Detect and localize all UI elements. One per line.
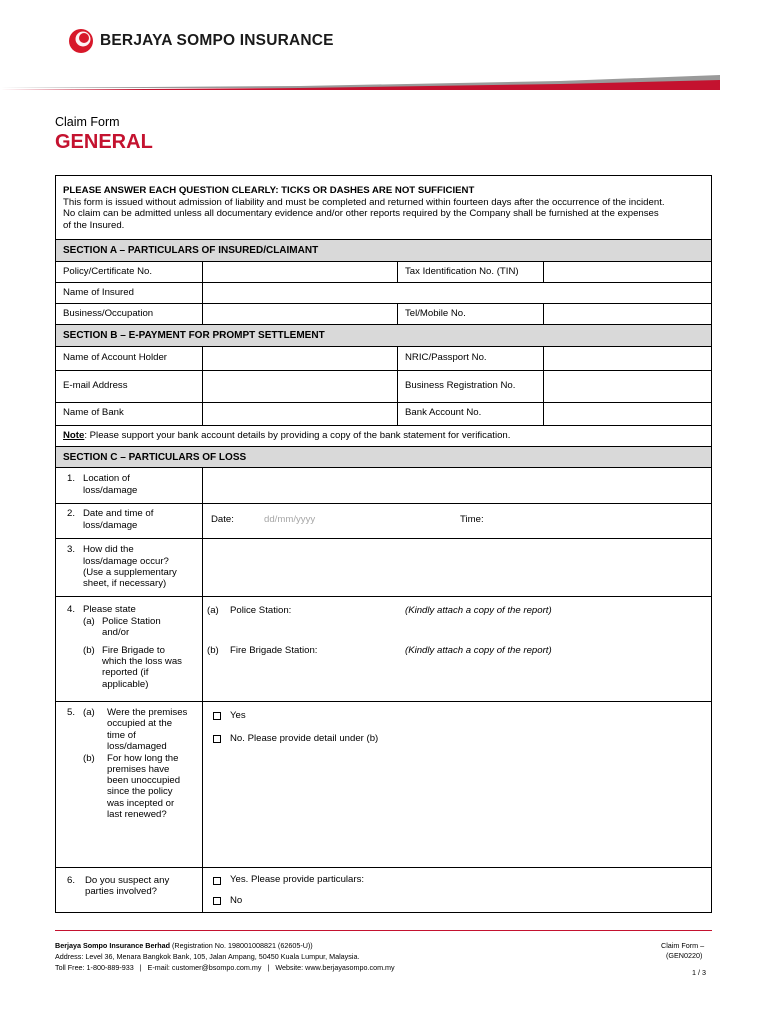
q1-line-1: Location of: [83, 473, 130, 484]
account-no-label: Bank Account No.: [405, 407, 482, 418]
header-swoosh: [0, 72, 768, 92]
q4-a-line-1: Police Station: [102, 616, 161, 627]
q5-b-line-2: premises have: [107, 764, 170, 775]
footer-company-line: [55, 941, 313, 951]
q3-number: 3.: [67, 544, 76, 555]
q4-fire-note: (Kindly attach a copy of the report): [405, 645, 552, 656]
q5-a-line-3: time of: [107, 730, 136, 741]
q6-number: 6.: [67, 875, 76, 886]
business-field[interactable]: [203, 304, 396, 324]
account-no-field[interactable]: [544, 403, 711, 425]
q5-yes-checkbox[interactable]: [213, 712, 221, 720]
q3-line-1: How did the: [83, 544, 134, 555]
account-holder-field[interactable]: [203, 347, 396, 370]
q5-b-line-6: last renewed?: [107, 809, 167, 820]
q4-ans-a-mark: (a): [207, 605, 219, 616]
section-c-title: SECTION C – PARTICULARS OF LOSS: [63, 451, 247, 463]
q2-time-label: Time:: [460, 514, 484, 525]
account-holder-label: Name of Account Holder: [63, 352, 167, 363]
q6-particulars-field[interactable]: [381, 870, 701, 888]
logo-mark-icon: [68, 28, 94, 54]
q4-police-station-label: Police Station:: [230, 605, 292, 616]
q2-line-1: Date and time of: [83, 508, 154, 519]
q5-b-line-3: been unoccupied: [107, 775, 181, 786]
name-insured-label: Name of Insured: [63, 287, 134, 298]
intro-heading: PLEASE ANSWER EACH QUESTION CLEARLY: TICKS OR DASHES ARE NOT SUFFICIENT: [63, 185, 475, 196]
company-name: BERJAYA SOMPO INSURANCE: [100, 32, 334, 49]
q4-ans-b-mark: (b): [207, 645, 219, 656]
q5-number: 5.: [67, 707, 76, 718]
bank-label: Name of Bank: [63, 407, 124, 418]
note-label: Note: [63, 430, 85, 441]
q2-date-input[interactable]: dd/mm/yyyy: [264, 514, 316, 525]
footer-page: 1 / 3: [692, 968, 706, 977]
q4-a-mark: (a): [83, 616, 95, 627]
q4-a-line-2: and/or: [102, 627, 130, 638]
q6-no-label: No: [230, 895, 243, 906]
q4-b-line-2: which the loss was: [102, 656, 182, 667]
q4-number: 4.: [67, 604, 76, 615]
q5-detail-field[interactable]: [203, 756, 711, 866]
q6-no-checkbox[interactable]: [213, 897, 221, 905]
q5-b-line-1: For how long the: [107, 753, 179, 764]
tin-field[interactable]: [544, 262, 711, 282]
q5-b-line-5: was incepted or: [107, 798, 175, 809]
q5-no-label: No. Please provide detail under (b): [230, 733, 379, 744]
q4-police-station-field[interactable]: [301, 601, 401, 619]
q1-answer-field[interactable]: [203, 468, 711, 503]
q4-fire-station-label: Fire Brigade Station:: [230, 645, 318, 656]
q6-line-2: parties involved?: [85, 886, 157, 897]
q1-line-2: loss/damage: [83, 485, 138, 496]
section-c-header: [56, 447, 711, 467]
q4-b-line-1: Fire Brigade to: [102, 645, 165, 656]
q2-number: 2.: [67, 508, 76, 519]
footer-divider: [55, 930, 712, 931]
q3-answer-field[interactable]: [203, 539, 711, 596]
form-title: GENERAL: [55, 131, 153, 153]
bank-field[interactable]: [203, 403, 396, 425]
email-label: E-mail Address: [63, 380, 128, 391]
section-b-header: [56, 325, 711, 346]
q3-line-4: sheet, if necessary): [83, 578, 167, 589]
q3-line-2: loss/damage occur?: [83, 556, 169, 567]
q5-a-line-2: occupied at the: [107, 718, 173, 729]
footer-contact: Toll Free: 1-800-889-933 | E-mail: customer@bsompo.com.my | Website: www.berjayasompo.com.my: [55, 963, 395, 972]
q4-b-line-4: applicable): [102, 679, 149, 690]
section-a-header: [56, 240, 711, 261]
nric-field[interactable]: [544, 347, 711, 370]
policy-no-field[interactable]: [203, 262, 396, 282]
q5-a-line-1: Were the premises: [107, 707, 188, 718]
intro-line-2: No claim can be admitted unless all documentary evidence and/or other reports required by the Company shall be furnished at the expenses: [63, 208, 659, 219]
footer-address: Address: Level 36, Menara Bangkok Bank, 105, Jalan Ampang, 50450 Kuala Lumpur, Malaysia.: [55, 952, 360, 961]
tel-field[interactable]: [544, 304, 711, 324]
nric-label: NRIC/Passport No.: [405, 352, 487, 363]
q6-line-1: Do you suspect any: [85, 875, 170, 886]
q4-police-note: (Kindly attach a copy of the report): [405, 605, 552, 616]
q6-yes-label: Yes. Please provide particulars:: [230, 874, 365, 885]
q5-yes-label: Yes: [230, 710, 246, 721]
q2-time-input[interactable]: [496, 509, 696, 531]
claim-form-frame: [55, 175, 712, 913]
q4-fire-station-field[interactable]: [331, 641, 401, 659]
tin-label: Tax Identification No. (TIN): [405, 266, 519, 277]
brn-label: Business Registration No.: [405, 380, 516, 391]
footer-form-name: Claim Form –: [661, 941, 705, 950]
q2-date-label: Date:: [211, 514, 234, 525]
intro-line-3: of the Insured.: [63, 219, 125, 231]
intro-line-1: This form is issued without admission of liability and must be completed and returned within fourteen days after the occurrence of the incident.: [63, 196, 665, 208]
footer-form-code: (GEN0220): [666, 951, 703, 960]
q5-b-mark: (b): [83, 753, 95, 764]
email-field[interactable]: [203, 371, 396, 402]
business-label: Business/Occupation: [63, 308, 154, 319]
q5-a-mark: (a): [83, 707, 95, 718]
q4-b-line-3: reported (if: [102, 667, 149, 678]
footer-reg: (Registration No. 198001008821 (62605-U)): [170, 941, 313, 950]
q3-line-3: (Use a supplementary: [83, 567, 177, 578]
q2-line-2: loss/damage: [83, 520, 138, 531]
footer-company: Berjaya Sompo Insurance Berhad: [55, 941, 171, 950]
section-b-title: SECTION B – E-PAYMENT FOR PROMPT SETTLEMENT: [63, 330, 325, 341]
section-a-title: SECTION A – PARTICULARS OF INSURED/CLAIMANT: [63, 245, 319, 256]
tel-label: Tel/Mobile No.: [405, 308, 466, 319]
intro-block: [63, 185, 708, 231]
q1-number: 1.: [67, 473, 76, 484]
q5-no-checkbox[interactable]: [213, 735, 221, 743]
company-logo: [68, 28, 334, 54]
q5-a-line-4: loss/damaged: [107, 741, 167, 752]
form-type: Claim Form: [55, 115, 120, 129]
brn-field[interactable]: [544, 371, 711, 402]
q5-b-line-4: since the policy: [107, 786, 173, 797]
bank-note: [63, 430, 510, 442]
name-insured-field[interactable]: [203, 283, 711, 303]
q4-b-mark: (b): [83, 645, 95, 656]
q4-line-1: Please state: [83, 604, 136, 615]
note-text: : Please support your bank account details by providing a copy of the bank statement for verification.: [84, 430, 511, 441]
policy-no-label: Policy/Certificate No.: [63, 266, 153, 277]
q6-yes-checkbox[interactable]: [213, 877, 221, 885]
